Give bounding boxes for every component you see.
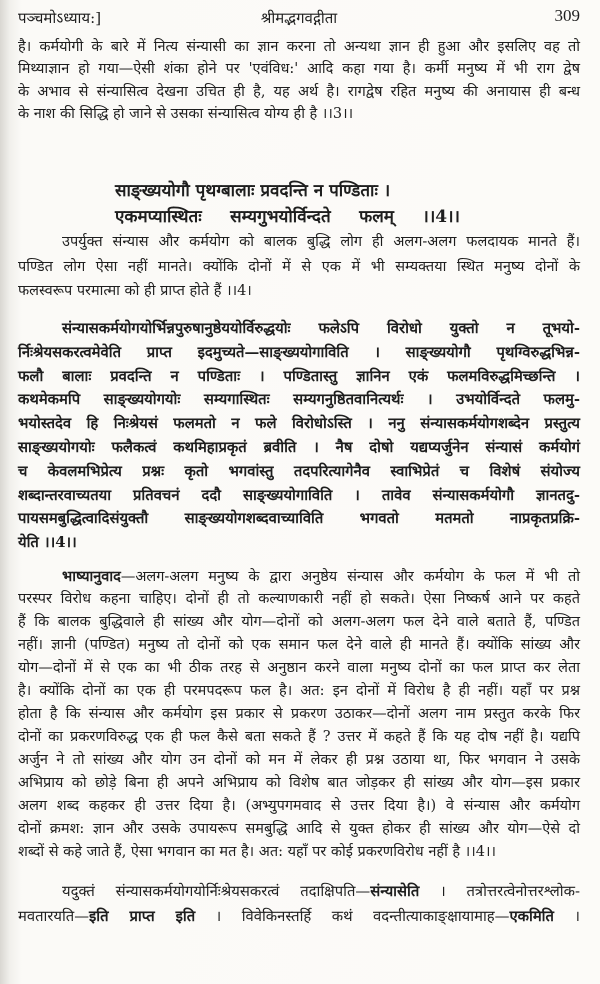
text-line	[115, 204, 460, 230]
text-segment: होता है कि संन्यास और कर्मयोग इस प्रकार से प्रकरण उठाकर—दोनों अलग नाम प्रस्तुत करके फिर	[18, 706, 580, 722]
text-segment: है। कर्मयोगी के बारे में नित्य संन्यासी का ज्ञान करना तो अन्यथा ज्ञान ही हुआ और इसलिए वह तो	[18, 39, 580, 55]
paragraph-verse-meaning	[18, 230, 580, 304]
text-line	[18, 279, 580, 304]
text-segment: साङ्ख्ययोगौ पृथग्बालाः प्रवदन्ति न पण्डिताः ।	[115, 181, 391, 201]
text-line	[18, 317, 580, 341]
text-segment: येति ।।4।।	[18, 534, 77, 552]
text-line	[18, 507, 580, 531]
text-line	[18, 36, 580, 58]
text-segment: हैं कि बालक बुद्धिवाले ही सांख्य और योग—दोनों को अलग-अलग फल देने वाले बताते हैं, पण्डित	[18, 614, 580, 630]
commentary-translation	[18, 565, 580, 864]
page-number: 309	[554, 6, 580, 25]
text-line	[18, 749, 580, 772]
text-segment: है। क्योंकि दोनों का एक ही परमपदरूप फल है। अत: इन दोनों में विरोध है ही नहीं। यहाँ पर प्रश्न	[18, 683, 580, 699]
text-segment: संन्यासकर्मयोगयोर्भिन्नपुरुषानुष्ठेययोर्विरुद्धयोः फलेऽपि विरोधो युक्तो न तूभयो-	[62, 320, 580, 337]
text-segment: के अभाव से संन्यासित्व देखना उचित ही है, यह अर्थ है। रागद्वेष रहित मनुष्य की अनायास ही बन्ध	[18, 83, 580, 100]
text-segment: फलस्वरूप परमात्मा को ही प्राप्त होते हैं ।।4।	[18, 283, 252, 299]
text-segment: योग—दोनों में से एक का भी ठीक तरह से अनुष्ठान करने वाला मनुष्य दोनों का फल प्राप्त कर लेता	[18, 660, 580, 676]
sanskrit-commentary	[18, 317, 580, 555]
text-segment: —अलग-अलग मनुष्य के द्वारा अनुष्ठेय संन्यास और कर्मयोग के फल में भी तो	[120, 569, 580, 585]
text-segment: भाष्यानुवाद	[62, 568, 121, 585]
text-segment: नहीं। ज्ञानी (पण्डित) मनुष्य तो दोनों को एक समान फल देने वाले ही मानते हैं। क्योंकि सांख्य और	[18, 637, 580, 653]
text-line	[18, 680, 580, 703]
text-segment: साङ्ख्ययोगयोः फलैकत्वं कथमिहाप्रकृतं ब्रवीति । नैष दोषो यद्यप्यर्जुनेन संन्यासं कर्मयोगं	[18, 438, 580, 456]
text-segment: इति प्राप्त इति	[89, 908, 196, 925]
text-segment: र्निःश्रेयसकरत्वमेवेति प्राप्त इदमुच्यते—साङ्ख्ययोगाविति । साङ्ख्ययोगौ पृथग्विरुद्धभिन्न-	[18, 343, 580, 361]
text-line	[18, 565, 580, 588]
text-segment: ।	[553, 908, 581, 925]
text-segment: एकमप्यास्थितः सम्यगुभयोर्विन्दते फलम् ।।4।।	[115, 207, 460, 227]
text-line	[115, 178, 460, 204]
sanskrit-gloss	[18, 879, 580, 929]
text-segment: परस्पर विरोध कहना चाहिए। दोनों ही तो कल्याणकारी नहीं हो सकते। ऐसा निष्कर्ष आने पर कहते	[18, 591, 580, 607]
running-header	[18, 6, 580, 32]
text-line	[18, 255, 580, 280]
text-line	[18, 103, 580, 125]
text-line	[18, 772, 580, 795]
text-line	[18, 230, 580, 255]
text-line	[18, 58, 580, 80]
text-line	[18, 726, 580, 749]
text-segment: अर्जुन ने तो सांख्य और योग उन दोनों को मन में लेकर ही प्रश्न उठाया था, फिर भगवान ने उसके	[18, 752, 580, 768]
text-line	[18, 484, 580, 508]
text-segment: उपर्युक्त संन्यास और कर्मयोग को बालक बुद्धि लोग ही अलग-अलग फलदायक मानते हैं।	[62, 234, 580, 250]
text-line	[18, 365, 580, 389]
text-segment: । विवेकिनस्तर्हि कथं वदन्तीत्याकाङ्क्षायामाह—	[195, 908, 510, 925]
text-segment: फलौ बालाः प्रवदन्ति न पण्डिताः । पण्डितास्तु ज्ञानिन एकं फलमविरुद्धमिच्छन्ति ।	[18, 367, 580, 385]
text-segment: अलग शब्द कहकर ही उत्तर दिया है। (अभ्युपगमवाद से उत्तर दिया है।) वे संन्यास और कर्मयोग	[18, 798, 580, 814]
text-line	[18, 703, 580, 726]
text-line	[18, 531, 580, 555]
text-line	[18, 460, 580, 484]
text-segment: कथमेकमपि साङ्ख्ययोगयोः सम्यगास्थितः सम्यगनुष्ठितवानित्यर्थः । उभयोर्विन्दते फलमु-	[18, 391, 580, 409]
text-line	[18, 388, 580, 412]
text-line	[18, 611, 580, 634]
text-segment: के नाश की सिद्धि हो जाने से उसका संन्यासित्व योग्य ही है ।।3।।	[18, 105, 354, 122]
text-line	[18, 904, 580, 929]
text-segment: दोनों का प्रकरणविरुद्ध एक ही फल कैसे बता सकते हैं ? उत्तर में कहते हैं कि यह दोष नहीं है। यद्यपि	[18, 729, 580, 745]
text-line	[18, 657, 580, 680]
paragraph-commentary-end	[18, 36, 580, 125]
text-segment: पायसमबुद्धित्वादिसंयुक्तौ साङ्ख्ययोगशब्दवाच्याविति भगवतो मतमतो नाप्रकृतप्रक्रि-	[18, 510, 580, 528]
text-segment: यदुक्तं संन्यासकर्मयोगयोर्निःश्रेयसकरत्वं तदाक्षिपति—	[62, 883, 371, 900]
text-line	[18, 634, 580, 657]
text-segment: पण्डित लोग ऐसा नहीं मानते। क्योंकि दोनों में से एक में भी सम्यक्तया स्थित मनुष्य दोनों के	[18, 258, 580, 275]
text-line	[18, 341, 580, 365]
text-segment: । तत्रोत्तरत्वेनोत्तरश्लोक-	[419, 883, 580, 900]
book-title: श्रीमद्भगवद्गीता	[260, 9, 338, 27]
text-segment: मवतारयति—	[18, 908, 90, 925]
text-line	[18, 795, 580, 818]
text-segment: संन्यासेति	[370, 883, 420, 900]
text-line	[18, 436, 580, 460]
text-line	[18, 81, 580, 103]
text-segment: च केवलमभिप्रेत्य प्रश्नः कृतो भगवांस्तु तदपरित्यागेनैव स्वाभिप्रेतं च विशेषं संयोज्य	[18, 462, 580, 480]
text-line	[18, 818, 580, 841]
verse-5-4	[115, 178, 460, 230]
text-line	[18, 879, 580, 904]
text-line	[18, 588, 580, 611]
text-segment: मिथ्याज्ञान हो गया—ऐसी शंका होने पर 'एवंविध:' आदि कहा गया है। कर्मी मनुष्य में भी राग द्वेष	[18, 61, 580, 78]
text-segment: शब्दान्तरवाच्यतया प्रतिवचनं ददौ साङ्ख्ययोगाविति । तावेव संन्यासकर्मयोगौ ज्ञानतदु-	[18, 486, 580, 504]
text-segment: एकमिति	[509, 908, 554, 925]
text-segment: अभिप्राय को छोड़े बिना ही अपने अभिप्राय को विशेष बात जोड़कर ही सांख्य और योग—इस प्रकार	[18, 775, 580, 791]
text-line	[18, 841, 580, 864]
text-segment: शब्दों से कहे जाते हैं, ऐसा भगवान का मत है। अत: यहाँ पर कोई प्रकरणविरोध नहीं है ।।4।।	[18, 844, 496, 860]
chapter-label: पञ्चमोऽध्याय:]	[18, 9, 102, 27]
text-segment: दोनों क्रमश: ज्ञान और उसके उपायरूप समबुद्धि आदि से युक्त होकर ही सांख्य और योग—ऐसे दो	[18, 821, 580, 837]
text-line	[18, 412, 580, 436]
text-segment: भयोस्तदेव हि निःश्रेयसं फलमतो न फले विरोधोऽस्ति । ननु संन्यासकर्मयोगशब्देन प्रस्तुत्य	[18, 415, 580, 433]
